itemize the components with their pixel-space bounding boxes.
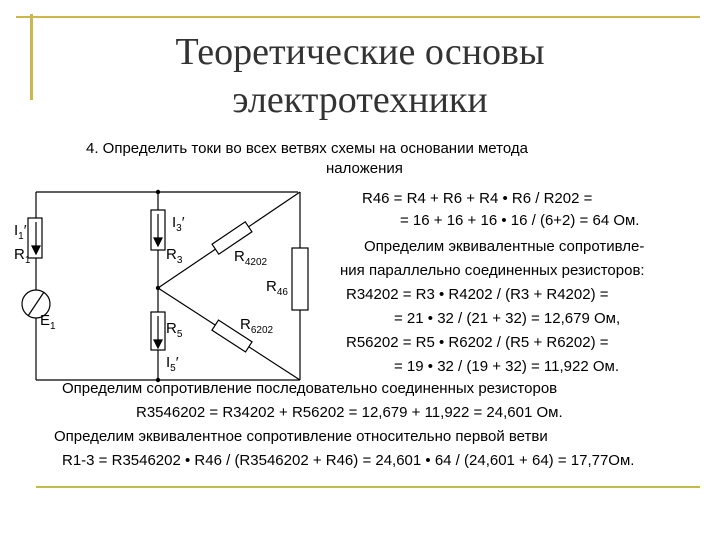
label-e1: $E_1$: [40, 312, 56, 332]
formula-r56202-line1: R56202 = R5 • R6202 / (R5 + R6202) =: [346, 334, 609, 351]
formula-r34202-line2: = 21 • 32 / (21 + 32) = 12,679 Ом,: [394, 310, 621, 327]
formula-r1-3: R1-3 = R3546202 • R46 / (R3546202 + R46) = 24,601 • 64 / (24,601 + 64) = 17,77Ом.: [62, 452, 635, 469]
label-r46: $R_{46}$: [266, 278, 288, 298]
label-i5: $I_5'$: [166, 354, 179, 374]
formula-r46-line1: R46 = R4 + R6 + R4 • R6 / R202 =: [362, 190, 593, 207]
label-r5: $R_5$: [166, 320, 183, 340]
label-r6202: $R_{6202}$: [240, 316, 274, 336]
label-i1: $I_1'$: [14, 222, 27, 242]
text-series-heading: Определим сопротивление последовательно соединенных резисторов: [62, 380, 558, 397]
text-equiv-line2: ния параллельно соединенных резисторов:: [340, 262, 645, 279]
label-r1: $R_1$: [14, 246, 31, 266]
label-r3: $R_3$: [166, 246, 183, 266]
slide-title-line2: электротехники: [232, 79, 488, 121]
slide-title-line1: Теоретические основы: [175, 31, 545, 73]
task-text-line2: наложения: [326, 160, 403, 177]
label-r4202: $R_{4202}$: [234, 248, 268, 268]
label-i3: $I_3'$: [172, 214, 185, 234]
formula-r34202-line1: R34202 = R3 • R4202 / (R3 + R4202) =: [346, 286, 609, 303]
formula-r3546202: R3546202 = R34202 + R56202 = 12,679 + 11,922 = 24,601 Ом.: [136, 404, 563, 421]
resistor-r46: [292, 248, 308, 310]
formula-r56202-line2: = 19 • 32 / (19 + 32) = 11,922 Ом.: [394, 358, 620, 375]
text-equiv-heading: Определим эквивалентное сопротивление относительно первой ветви: [54, 428, 548, 445]
formula-r46-line2: = 16 + 16 + 16 • 16 / (6+2) = 64 Ом.: [400, 212, 640, 229]
task-text-line1: 4. Определить токи во всех ветвях схемы на основании метода: [86, 140, 528, 157]
text-equiv-line1: Определим эквивалентные сопротивле-: [364, 238, 645, 255]
